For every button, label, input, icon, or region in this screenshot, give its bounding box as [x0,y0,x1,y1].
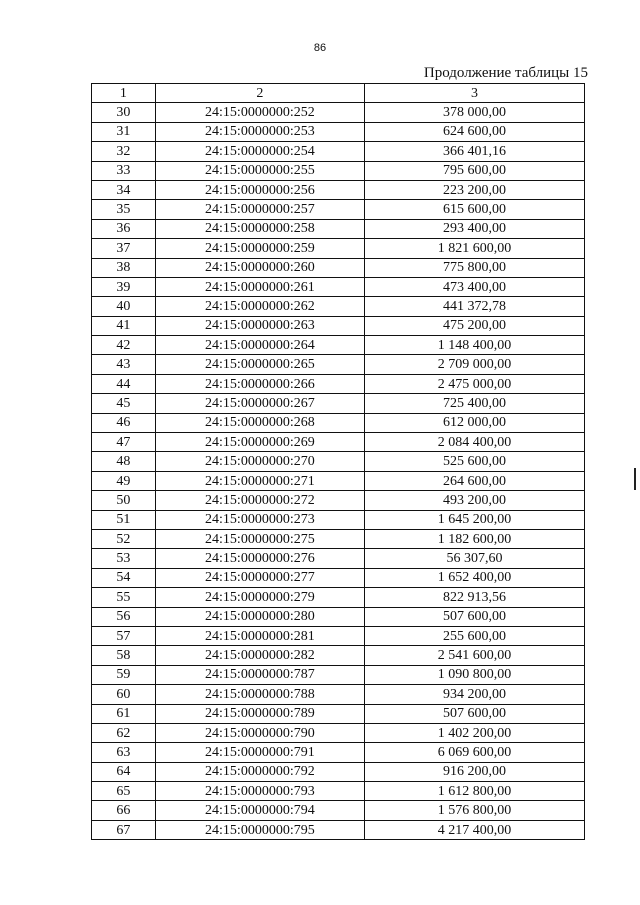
cadastral-number-cell: 24:15:0000000:264 [155,336,364,355]
cadastral-number-cell: 24:15:0000000:792 [155,762,364,781]
cadastral-value-cell: 2 475 000,00 [365,374,585,393]
table-row [92,316,585,335]
row-number-cell: 63 [92,743,156,762]
row-number-cell: 34 [92,180,156,199]
table-row [92,433,585,452]
cadastral-number-cell: 24:15:0000000:795 [155,820,364,839]
cadastral-value-cell: 1 148 400,00 [365,336,585,355]
row-number-cell: 48 [92,452,156,471]
table-row [92,568,585,587]
cadastral-value-cell: 1 402 200,00 [365,723,585,742]
cadastral-value-cell: 822 913,56 [365,588,585,607]
cadastral-value-cell: 795 600,00 [365,161,585,180]
table-row [92,200,585,219]
cadastral-value-cell: 1 182 600,00 [365,529,585,548]
cadastral-number-cell: 24:15:0000000:791 [155,743,364,762]
cadastral-value-cell: 507 600,00 [365,607,585,626]
cadastral-value-cell: 507 600,00 [365,704,585,723]
cadastral-number-cell: 24:15:0000000:793 [155,782,364,801]
cadastral-value-cell: 6 069 600,00 [365,743,585,762]
table-row [92,219,585,238]
cadastral-number-cell: 24:15:0000000:260 [155,258,364,277]
cadastral-number-cell: 24:15:0000000:276 [155,549,364,568]
cadastral-value-cell: 624 600,00 [365,122,585,141]
scan-edge-mark [634,468,636,490]
cadastral-number-cell: 24:15:0000000:280 [155,607,364,626]
cadastral-number-cell: 24:15:0000000:268 [155,413,364,432]
row-number-cell: 43 [92,355,156,374]
cadastral-value-table [91,83,585,840]
row-number-cell: 61 [92,704,156,723]
row-number-cell: 36 [92,219,156,238]
cadastral-value-cell: 473 400,00 [365,277,585,296]
column-header-1: 1 [92,84,156,103]
table-row [92,529,585,548]
cadastral-number-cell: 24:15:0000000:794 [155,801,364,820]
row-number-cell: 49 [92,471,156,490]
table-row [92,277,585,296]
cadastral-number-cell: 24:15:0000000:273 [155,510,364,529]
cadastral-number-cell: 24:15:0000000:279 [155,588,364,607]
cadastral-number-cell: 24:15:0000000:277 [155,568,364,587]
table-row [92,161,585,180]
cadastral-value-cell: 934 200,00 [365,685,585,704]
row-number-cell: 45 [92,394,156,413]
row-number-cell: 44 [92,374,156,393]
cadastral-value-cell: 525 600,00 [365,452,585,471]
cadastral-value-cell: 725 400,00 [365,394,585,413]
cadastral-value-cell: 223 200,00 [365,180,585,199]
table-caption: Продолжение таблицы 15 [423,65,588,81]
row-number-cell: 42 [92,336,156,355]
cadastral-number-cell: 24:15:0000000:267 [155,394,364,413]
table-row [92,782,585,801]
table-row [92,471,585,490]
table-row [92,607,585,626]
row-number-cell: 40 [92,297,156,316]
table-row [92,103,585,122]
table-row [92,704,585,723]
cadastral-value-cell: 615 600,00 [365,200,585,219]
cadastral-number-cell: 24:15:0000000:266 [155,374,364,393]
table-row [92,180,585,199]
row-number-cell: 55 [92,588,156,607]
cadastral-number-cell: 24:15:0000000:271 [155,471,364,490]
cadastral-number-cell: 24:15:0000000:790 [155,723,364,742]
cadastral-number-cell: 24:15:0000000:270 [155,452,364,471]
cadastral-value-cell: 493 200,00 [365,491,585,510]
row-number-cell: 38 [92,258,156,277]
table-row [92,723,585,742]
table-row [92,394,585,413]
table-row [92,820,585,839]
cadastral-value-cell: 293 400,00 [365,219,585,238]
table-row [92,122,585,141]
table-row [92,413,585,432]
row-number-cell: 53 [92,549,156,568]
cadastral-value-cell: 775 800,00 [365,258,585,277]
row-number-cell: 60 [92,685,156,704]
cadastral-value-cell: 1 576 800,00 [365,801,585,820]
cadastral-value-cell: 4 217 400,00 [365,820,585,839]
table-row [92,665,585,684]
cadastral-number-cell: 24:15:0000000:254 [155,142,364,161]
table-row [92,685,585,704]
cadastral-number-cell: 24:15:0000000:253 [155,122,364,141]
cadastral-number-cell: 24:15:0000000:282 [155,646,364,665]
cadastral-number-cell: 24:15:0000000:252 [155,103,364,122]
row-number-cell: 64 [92,762,156,781]
table-row [92,588,585,607]
table-row [92,258,585,277]
column-header-2: 2 [155,84,364,103]
row-number-cell: 39 [92,277,156,296]
table-row [92,626,585,645]
table-header-row [92,84,585,103]
cadastral-value-cell: 612 000,00 [365,413,585,432]
cadastral-value-cell: 2 709 000,00 [365,355,585,374]
cadastral-number-cell: 24:15:0000000:269 [155,433,364,452]
row-number-cell: 51 [92,510,156,529]
cadastral-number-cell: 24:15:0000000:787 [155,665,364,684]
cadastral-value-cell: 441 372,78 [365,297,585,316]
cadastral-number-cell: 24:15:0000000:255 [155,161,364,180]
row-number-cell: 65 [92,782,156,801]
row-number-cell: 46 [92,413,156,432]
table-row [92,510,585,529]
cadastral-value-cell: 366 401,16 [365,142,585,161]
cadastral-number-cell: 24:15:0000000:262 [155,297,364,316]
row-number-cell: 41 [92,316,156,335]
table-row [92,336,585,355]
cadastral-number-cell: 24:15:0000000:263 [155,316,364,335]
row-number-cell: 66 [92,801,156,820]
table-row [92,743,585,762]
table-row [92,297,585,316]
table-row [92,355,585,374]
cadastral-number-cell: 24:15:0000000:257 [155,200,364,219]
table-row [92,142,585,161]
row-number-cell: 59 [92,665,156,684]
row-number-cell: 31 [92,122,156,141]
cadastral-value-cell: 378 000,00 [365,103,585,122]
cadastral-number-cell: 24:15:0000000:259 [155,239,364,258]
page-number: 86 [313,42,327,54]
cadastral-value-cell: 56 307,60 [365,549,585,568]
cadastral-number-cell: 24:15:0000000:272 [155,491,364,510]
row-number-cell: 58 [92,646,156,665]
row-number-cell: 47 [92,433,156,452]
cadastral-number-cell: 24:15:0000000:265 [155,355,364,374]
cadastral-value-cell: 2 541 600,00 [365,646,585,665]
row-number-cell: 37 [92,239,156,258]
table-row [92,452,585,471]
row-number-cell: 57 [92,626,156,645]
cadastral-value-cell: 916 200,00 [365,762,585,781]
cadastral-number-cell: 24:15:0000000:789 [155,704,364,723]
cadastral-number-cell: 24:15:0000000:788 [155,685,364,704]
row-number-cell: 67 [92,820,156,839]
table-row [92,491,585,510]
cadastral-value-cell: 255 600,00 [365,626,585,645]
row-number-cell: 50 [92,491,156,510]
table-row [92,239,585,258]
row-number-cell: 54 [92,568,156,587]
table-row [92,646,585,665]
row-number-cell: 52 [92,529,156,548]
cadastral-number-cell: 24:15:0000000:258 [155,219,364,238]
cadastral-number-cell: 24:15:0000000:256 [155,180,364,199]
row-number-cell: 32 [92,142,156,161]
table-row [92,762,585,781]
cadastral-value-cell: 1 645 200,00 [365,510,585,529]
table-row [92,801,585,820]
cadastral-value-cell: 2 084 400,00 [365,433,585,452]
row-number-cell: 62 [92,723,156,742]
cadastral-value-cell: 1 821 600,00 [365,239,585,258]
cadastral-number-cell: 24:15:0000000:261 [155,277,364,296]
row-number-cell: 35 [92,200,156,219]
column-header-3: 3 [365,84,585,103]
table-body [92,103,585,840]
cadastral-number-cell: 24:15:0000000:275 [155,529,364,548]
cadastral-value-cell: 1 090 800,00 [365,665,585,684]
row-number-cell: 33 [92,161,156,180]
cadastral-number-cell: 24:15:0000000:281 [155,626,364,645]
cadastral-value-cell: 475 200,00 [365,316,585,335]
table-row [92,549,585,568]
row-number-cell: 56 [92,607,156,626]
cadastral-value-cell: 1 612 800,00 [365,782,585,801]
row-number-cell: 30 [92,103,156,122]
cadastral-value-cell: 1 652 400,00 [365,568,585,587]
cadastral-value-cell: 264 600,00 [365,471,585,490]
table-row [92,374,585,393]
